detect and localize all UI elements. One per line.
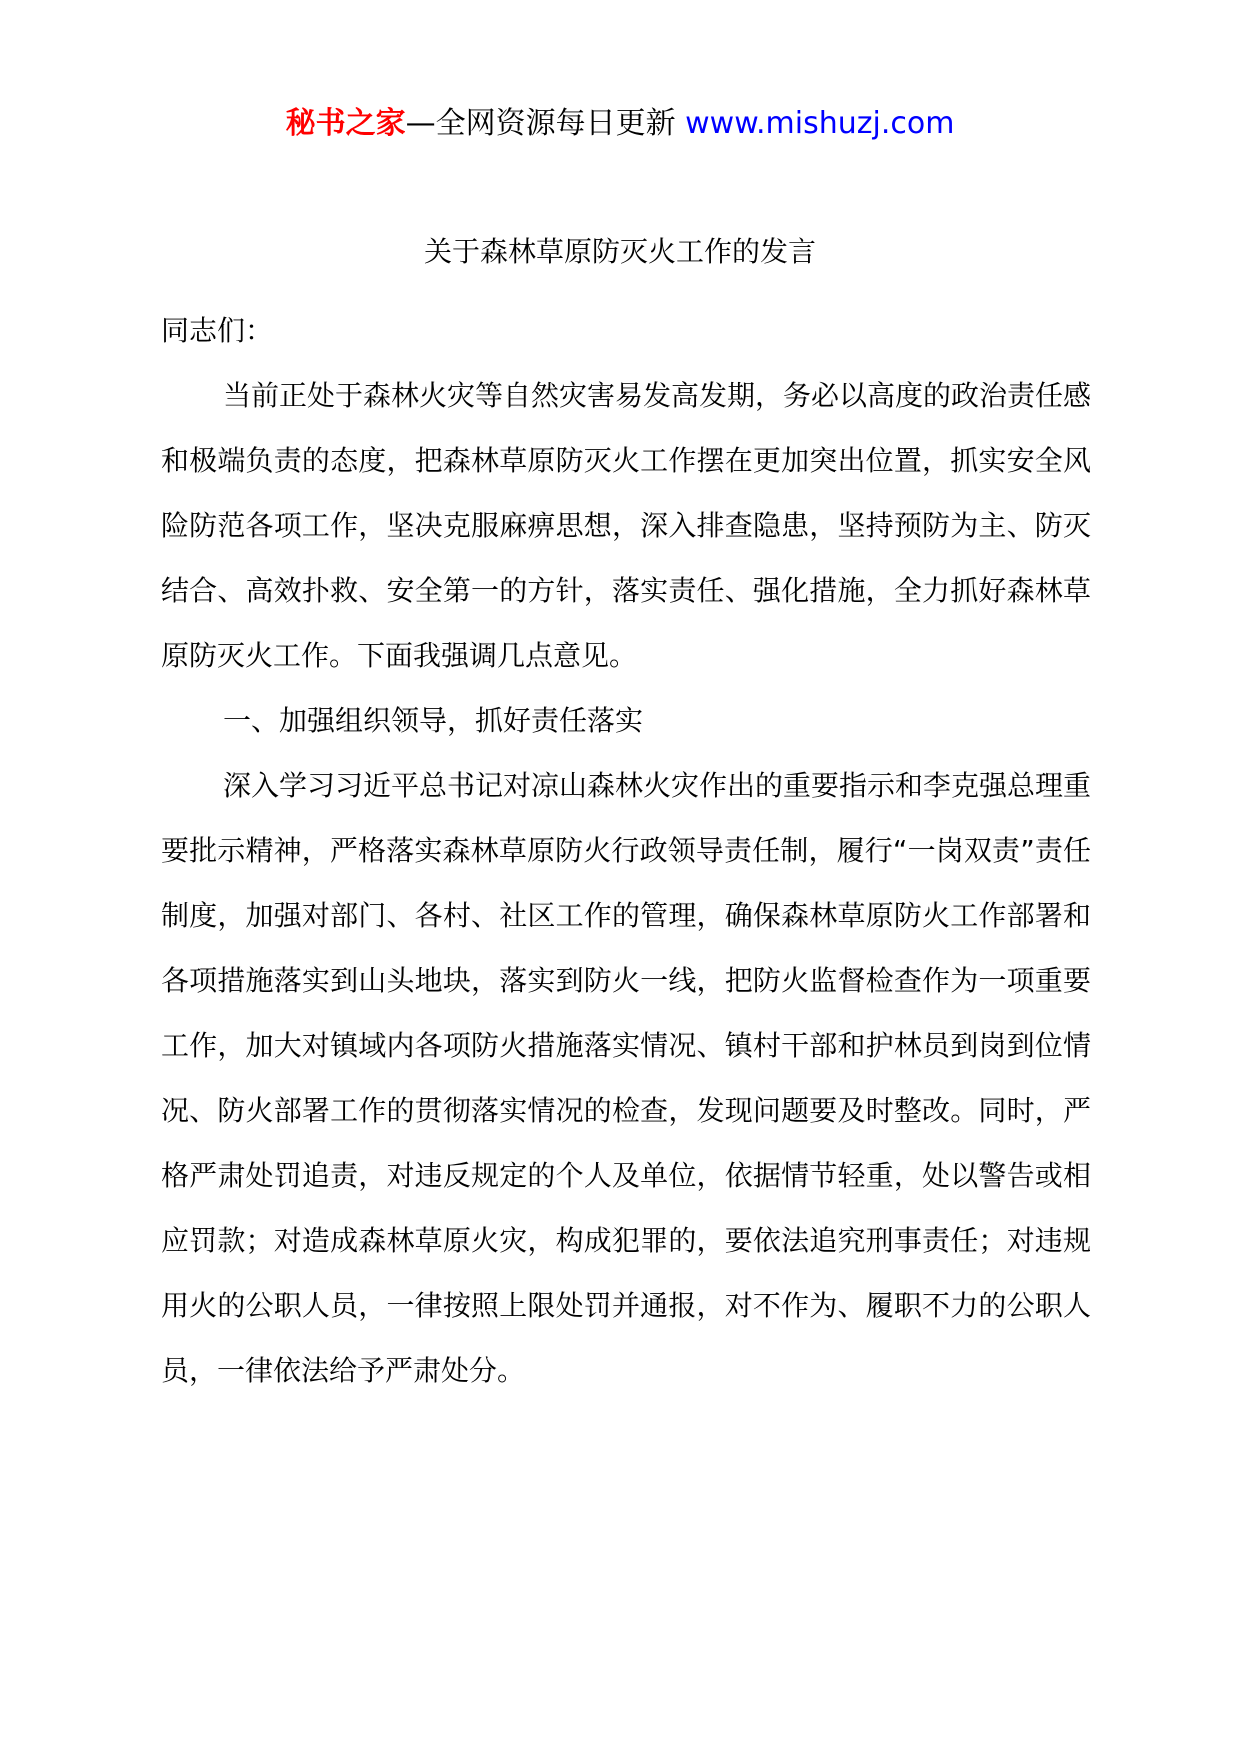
site-tagline: —全网资源每日更新: [405, 106, 676, 141]
document-body: [161, 298, 1091, 1403]
site-url-link[interactable]: www.mishuzj.com: [685, 106, 955, 141]
site-brand: 秘书之家: [285, 106, 406, 141]
site-header: [0, 104, 1240, 144]
paragraph-section-1: 深入学习习近平总书记对凉山森林火灾作出的重要指示和李克强总理重要批示精神，严格落实森林草原防火行政领导责任制，履行“一岗双责”责任制度，加强对部门、各村、社区工作的管理，确保森林草原防火工作部署和各项措施落实到山头地块，落实到防火一线，把防火监督检查作为一项重要工作，加大对镇域内各项防火措施落实情况、镇村干部和护林员到岗到位情况、防火部署工作的贯彻落实情况的检查，发现问题要及时整改。同时，严格严肃处罚追责，对违反规定的个人及单位，依据情节轻重，处以警告或相应罚款；对造成森林草原火灾，构成犯罪的，要依法追究刑事责任；对违规用火的公职人员，一律按照上限处罚并通报，对不作为、履职不力的公职人员，一律依法给予严肃处分。: [161, 769, 1092, 1387]
salutation: 同志们：: [161, 314, 274, 347]
section-heading-1: 一、加强组织领导，抓好责任落实: [223, 704, 644, 737]
paragraph-intro: 当前正处于森林火灾等自然灾害易发高发期，务必以高度的政治责任感和极端负责的态度，把森林草原防灭火工作摆在更加突出位置，抓实安全风险防范各项工作，坚决克服麻痹思想，深入排查隐患，坚持预防为主、防灭结合、高效扑救、安全第一的方针，落实责任、强化措施，全力抓好森林草原防灭火工作。下面我强调几点意见。: [161, 379, 1092, 672]
document-title: 关于森林草原防灭火工作的发言: [423, 235, 816, 268]
